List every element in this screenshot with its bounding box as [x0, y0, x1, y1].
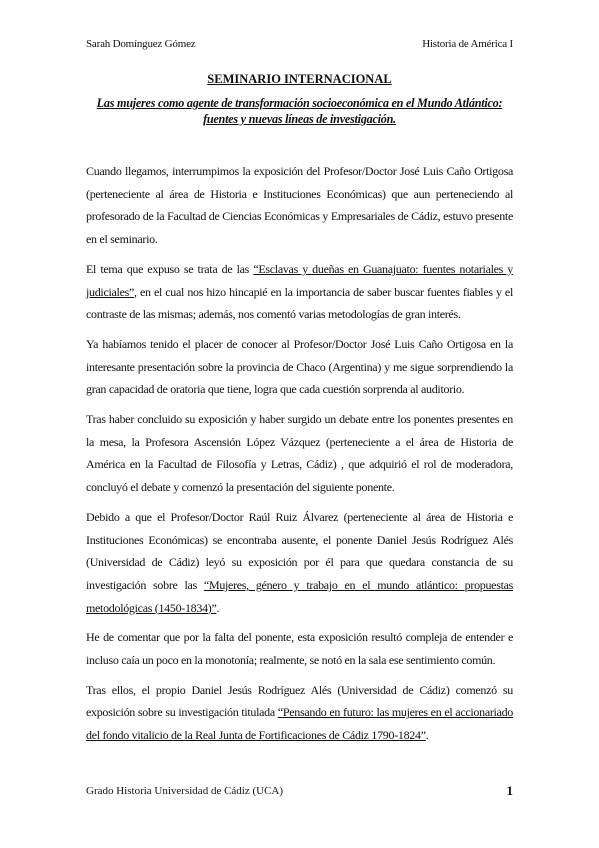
paragraph-text: Tras haber concluido su exposición y haber surgido un debate entre los ponentes presentes en la mesa, la Profesora Ascensión López Vázquez (perteneciente a el área de Historia de América en la Facultad de Filosofía y Letras, Cádiz) , que adquirió el rol de moderadora, concluyó el debate y comenzó la presentación del siguiente ponente. — [86, 412, 513, 495]
paragraph-2 — [86, 258, 513, 326]
paragraph-text: . — [425, 728, 429, 743]
header-course: Historia de América I — [422, 38, 513, 50]
paragraph-text: Tras ellos, el propio Daniel Jesús Rodríguez Alés (Universidad de Cádiz) comenzó su exposición sobre su investigación titulada — [86, 682, 513, 720]
paragraph-1 — [86, 160, 513, 251]
underlined-talk-title: “Esclavas y dueñas en Guanajuato: fuentes notariales y judiciales” — [86, 261, 514, 299]
paragraph-3 — [86, 333, 513, 401]
paragraph-text: He de comentar que por la falta del ponente, esta exposición resultó compleja de entender e incluso caía un poco en la monotonía; realmente, se notó en la sala ese sentimiento común. — [86, 630, 513, 668]
paragraph-text: . — [216, 600, 220, 615]
header-author: Sarah Domínguez Gómez — [86, 38, 196, 50]
document-subtitle: Las mujeres como agente de transformación socioeconómica en el Mundo Atlántico: fuentes y nuevas líneas de investigación. — [96, 96, 503, 126]
paragraph-text: Debido a que el Profesor/Doctor Raúl Ruiz Álvarez (perteneciente al área de Historia e Instituciones Económicas) se encontraba ausente, el ponente Daniel Jesús Rodríguez Alés (Universidad de Cádiz) leyó su exposición por él para que quedara constancia de su investigación sobre las — [86, 509, 513, 592]
document-body — [86, 160, 513, 754]
underlined-talk-title: “Mujeres, género y trabajo en el mundo atlántico: propuestas metodológicas (1450-1834)” — [86, 577, 513, 615]
page-number: 1 — [506, 783, 513, 798]
paragraph-5 — [86, 506, 513, 620]
paragraph-text: El tema que expuso se trata de las — [86, 261, 254, 276]
paragraph-4 — [86, 408, 513, 499]
paragraph-6 — [86, 626, 513, 671]
underlined-talk-title: “Pensando en futuro: las mujeres en el accionariado del fondo vitalicio de la Real Junta de Fortificaciones de Cádiz 1790-1824” — [86, 705, 514, 743]
paragraph-7 — [86, 679, 513, 747]
paragraph-text: Cuando llegamos, interrumpimos la exposición del Profesor/Doctor José Luis Caño Ortigosa (perteneciente al área de Historia e Instituciones Económicas) que aun perteneciendo al profesorado de la Facultad de Ciencias Económicas y Empresariales de Cádiz, estuvo presente en el seminario. — [86, 164, 513, 247]
footer-institution: Grado Historia Universidad de Cádiz (UCA) — [86, 785, 284, 797]
paragraph-text: Ya habíamos tenido el placer de conocer al Profesor/Doctor José Luis Caño Ortigosa en la interesante presentación sobre la provincia de Chaco (Argentina) y me sigue sorprendiendo la gran capacidad de oratoria que tiene, logra que cada cuestión sorprenda al auditorio. — [86, 336, 513, 397]
paragraph-text: , en el cual nos hizo hincapié en la importancia de saber buscar fuentes fiables y el contraste de las mismas; además, nos comentó varias metodologías de gran interés. — [86, 284, 513, 322]
document-title: SEMINARIO INTERNACIONAL — [207, 72, 392, 86]
